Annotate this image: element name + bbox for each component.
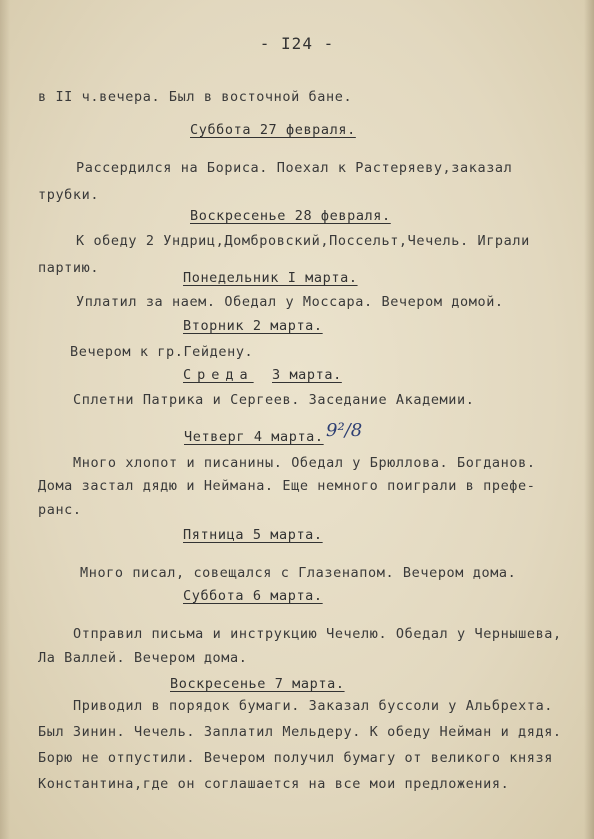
text-line: Много писал, совещался с Глазенапом. Вечером дома.: [80, 565, 517, 581]
text-line: ранс.: [38, 502, 82, 518]
diary-date-heading: Воскресенье 28 февраля.: [190, 208, 391, 224]
paper-edge-shadow-right: [584, 0, 594, 839]
diary-date-heading: Четверг 4 марта.: [184, 429, 324, 445]
text-line: Сплетни Патрика и Сергеев. Заседание Академии.: [73, 392, 475, 408]
text-line: Приводил в порядок бумаги. Заказал буссоли у Альбрехта.: [73, 698, 554, 714]
diary-date-heading-day: Среда: [183, 367, 254, 383]
page-number: - I24 -: [259, 34, 335, 53]
paper-edge-shadow-left: [0, 0, 10, 839]
text-line: Вечером к гр.Гейдену.: [70, 344, 254, 360]
text-line: Ла Валлей. Вечером дома.: [38, 650, 248, 666]
handwritten-note: 9²/8: [326, 420, 363, 441]
text-line: К обеду 2 Ундриц,Домбровский,Поссельт,Чечель. Играли: [76, 233, 530, 249]
diary-date-heading: Пятница 5 марта.: [183, 527, 323, 543]
diary-date-heading: Суббота 27 февраля.: [190, 122, 356, 138]
text-line: Был Зинин. Чечель. Заплатил Мельдеру. К обеду Нейман и дядя.: [38, 724, 562, 740]
diary-date-heading-date: 3 марта.: [272, 367, 342, 383]
bleed-through-mark: ​: [115, 540, 125, 565]
text-line: Рассердился на Бориса. Поехал к Растеряеву,заказал: [76, 160, 513, 176]
text-line: Дома застал дядю и Неймана. Еще немного поиграли в префе-: [38, 478, 536, 494]
diary-date-heading: Суббота 6 марта.: [183, 588, 323, 604]
diary-date-heading: Воскресенье 7 марта.: [170, 676, 345, 692]
text-line: Константина,где он соглашается на все мои предложения.: [38, 776, 510, 792]
text-line: партию.: [38, 260, 100, 276]
text-line: Отправил письма и инструкцию Чечелю. Обедал у Чернышева,: [73, 626, 562, 642]
text-line: трубки.: [38, 187, 100, 203]
diary-date-heading: Вторник 2 марта.: [183, 318, 323, 334]
text-line: Борю не отпустили. Вечером получил бумагу от великого князя: [38, 750, 553, 766]
diary-date-heading: Понедельник I марта.: [183, 270, 358, 286]
text-line: Уплатил за наем. Обедал у Моссара. Вечером домой.: [76, 294, 504, 310]
text-line: Много хлопот и писанины. Обедал у Брюллова. Богданов.: [73, 455, 536, 471]
text-line: в II ч.вечера. Был в восточной бане.: [38, 89, 353, 105]
